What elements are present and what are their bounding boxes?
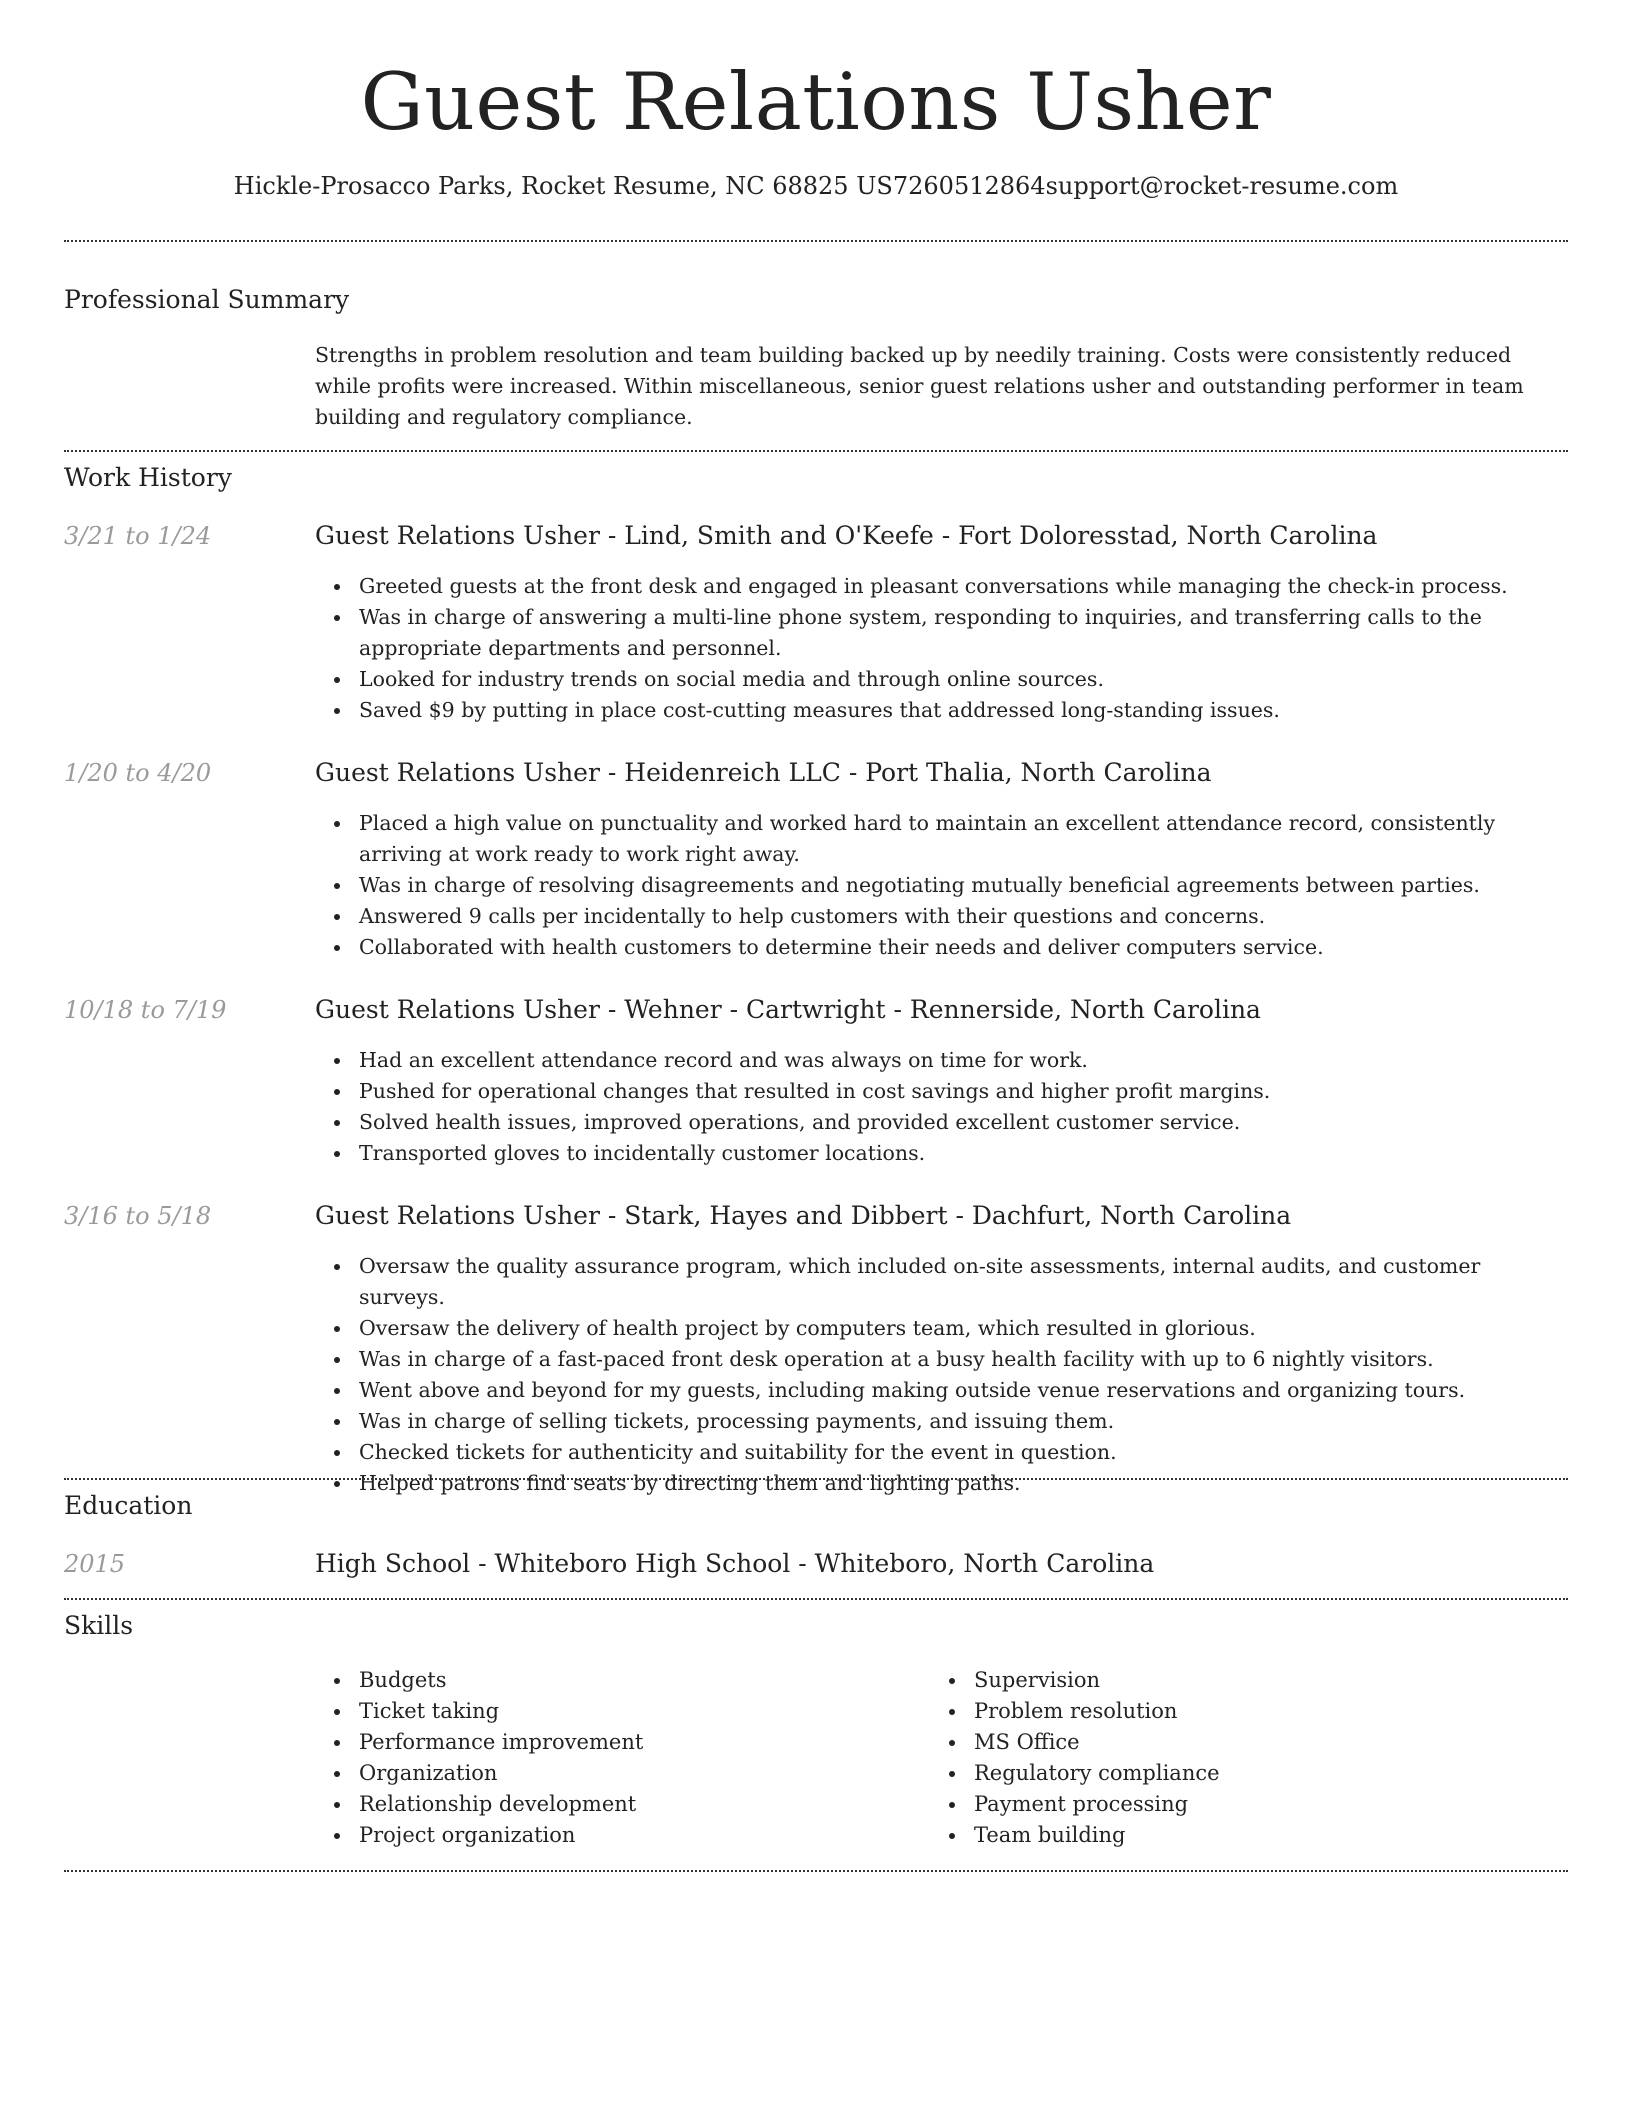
job-bullets [315,808,1568,963]
job-dates: 3/21 to 1/24 [64,522,212,550]
skill-item: Supervision [974,1665,1530,1696]
job-dates: 10/18 to 7/19 [64,996,227,1024]
job-bullets [315,1251,1568,1499]
job-bullet: Was in charge of a fast-paced front desk operation at a busy health facility with up to 6 nightly visitors. [359,1344,1568,1375]
education-entry: High School - Whiteboro High School - Whiteboro, North Carolina [315,1549,1155,1578]
contact-email: support@rocket-resume.com [1045,172,1399,200]
job-bullet: Checked tickets for authenticity and suitability for the event in question. [359,1437,1568,1468]
job-bullet: Saved $9 by putting in place cost-cutting measures that addressed long-standing issues. [359,695,1568,726]
job-dates: 3/16 to 5/18 [64,1202,212,1230]
skill-item: Team building [974,1820,1530,1851]
divider [64,450,1568,452]
job-bullets [315,571,1568,726]
skill-item: Performance improvement [359,1727,915,1758]
job-bullet: Was in charge of answering a multi-line phone system, responding to inquiries, and transferring calls to the appropriate departments and personnel. [359,602,1568,664]
contact-line [64,170,1568,202]
skill-item: Project organization [359,1820,915,1851]
job-bullets [315,1045,1568,1169]
job-bullet: Was in charge of selling tickets, processing payments, and issuing them. [359,1406,1568,1437]
job-bullet: Went above and beyond for my guests, including making outside venue reservations and organizing tours. [359,1375,1568,1406]
divider [64,240,1568,242]
job-bullet: Was in charge of resolving disagreements and negotiating mutually beneficial agreements between parties. [359,870,1568,901]
divider [64,1870,1568,1872]
job-bullet: Looked for industry trends on social media and through online sources. [359,664,1568,695]
divider [64,1478,1568,1480]
job-bullet: Transported gloves to incidentally customer locations. [359,1138,1568,1169]
skill-item: MS Office [974,1727,1530,1758]
job-bullet: Placed a high value on punctuality and worked hard to maintain an excellent attendance record, consistently arriving at work ready to work right away. [359,808,1568,870]
job-bullet: Greeted guests at the front desk and engaged in pleasant conversations while managing the check-in process. [359,571,1568,602]
skill-item: Ticket taking [359,1696,915,1727]
section-heading-work-history: Work History [64,463,232,492]
skill-item: Budgets [359,1665,915,1696]
job-bullet: Oversaw the delivery of health project by computers team, which resulted in glorious. [359,1313,1568,1344]
skills-list-right [930,1665,1530,1851]
section-heading-skills: Skills [64,1611,134,1640]
skill-item: Regulatory compliance [974,1758,1530,1789]
section-heading-education: Education [64,1491,193,1520]
contact-address: Hickle-Prosacco Parks, Rocket Resume, NC 68825 US [233,172,893,200]
job-bullet: Answered 9 calls per incidentally to help customers with their questions and concerns. [359,901,1568,932]
education-year: 2015 [64,1550,126,1578]
resume-name: Guest Relations Usher [360,56,1272,148]
skill-item: Problem resolution [974,1696,1530,1727]
job-bullet: Had an excellent attendance record and was always on time for work. [359,1045,1568,1076]
job-title: Guest Relations Usher - Heidenreich LLC - Port Thalia, North Carolina [315,758,1212,787]
job-title: Guest Relations Usher - Lind, Smith and O'Keefe - Fort Doloresstad, North Carolina [315,521,1378,550]
skill-item: Organization [359,1758,915,1789]
contact-phone: 7260512864 [892,172,1046,200]
summary-text: Strengths in problem resolution and team building backed up by needily training. Costs were consistently reduced while profits were increased. Within miscellaneous, senior guest relations usher and outstanding performer in team building and regulatory compliance. [315,343,1524,429]
divider [64,1598,1568,1600]
job-bullet: Oversaw the quality assurance program, which included on-site assessments, internal audits, and customer surveys. [359,1251,1568,1313]
skills-list-left [315,1665,915,1851]
resume-page [64,0,1568,1847]
job-bullet: Collaborated with health customers to determine their needs and deliver computers service. [359,932,1568,963]
job-bullet: Pushed for operational changes that resulted in cost savings and higher profit margins. [359,1076,1568,1107]
job-title: Guest Relations Usher - Stark, Hayes and Dibbert - Dachfurt, North Carolina [315,1201,1292,1230]
job-bullet: Solved health issues, improved operations, and provided excellent customer service. [359,1107,1568,1138]
job-bullet: Helped patrons find seats by directing them and lighting paths. [359,1468,1568,1499]
skill-item: Relationship development [359,1789,915,1820]
skill-item: Payment processing [974,1789,1530,1820]
section-heading-summary: Professional Summary [64,285,350,314]
job-dates: 1/20 to 4/20 [64,759,212,787]
job-title: Guest Relations Usher - Wehner - Cartwright - Rennerside, North Carolina [315,995,1261,1024]
